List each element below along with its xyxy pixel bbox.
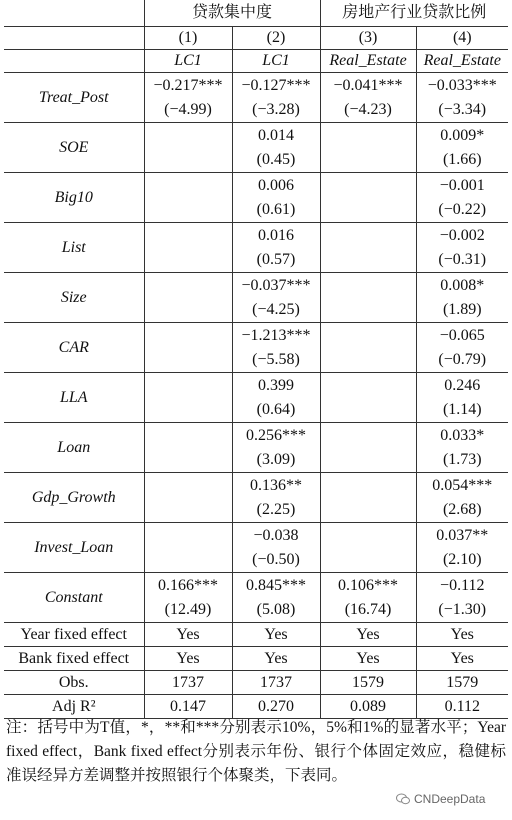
coefficient: −0.127*** bbox=[241, 76, 311, 94]
coefficient: 0.009* bbox=[440, 126, 485, 144]
t-statistic: (1.66) bbox=[442, 150, 482, 168]
variable-name: Loan bbox=[4, 423, 144, 473]
summary-label: Obs. bbox=[4, 671, 144, 695]
coef-cell bbox=[320, 473, 416, 523]
t-statistic: (−1.30) bbox=[438, 600, 487, 618]
col-dependent-var: LC1 bbox=[232, 50, 320, 73]
coefficient: 0.014 bbox=[258, 126, 294, 144]
coefficient: −0.112 bbox=[440, 576, 485, 594]
col-number: (3) bbox=[320, 27, 416, 50]
summary-row bbox=[4, 647, 508, 671]
coef-cell bbox=[144, 223, 232, 273]
col-number: (2) bbox=[232, 27, 320, 50]
variable-name: List bbox=[4, 223, 144, 273]
coef-cell bbox=[144, 323, 232, 373]
coef-cell bbox=[144, 373, 232, 423]
variable-name: Treat_Post bbox=[4, 73, 144, 123]
coef-cell bbox=[232, 573, 320, 623]
coef-cell bbox=[416, 173, 508, 223]
variable-row bbox=[4, 573, 508, 623]
t-statistic: (1.14) bbox=[442, 400, 482, 418]
coefficient: 0.006 bbox=[258, 176, 294, 194]
t-statistic: (0.61) bbox=[256, 200, 296, 218]
t-statistic: (0.57) bbox=[256, 250, 296, 268]
col-number: (1) bbox=[144, 27, 232, 50]
summary-row bbox=[4, 695, 508, 719]
variable-row bbox=[4, 473, 508, 523]
header-group-loan-concentration: 贷款集中度 bbox=[144, 0, 320, 27]
coef-cell bbox=[320, 323, 416, 373]
variable-name: Constant bbox=[4, 573, 144, 623]
summary-value: 0.270 bbox=[232, 695, 320, 719]
summary-label: Bank fixed effect bbox=[4, 647, 144, 671]
variable-row bbox=[4, 223, 508, 273]
t-statistic: (1.89) bbox=[442, 300, 482, 318]
coefficient: 0.106*** bbox=[338, 576, 399, 594]
coefficient: −0.033*** bbox=[427, 76, 497, 94]
coef-cell bbox=[416, 73, 508, 123]
header-blank bbox=[4, 50, 144, 73]
t-statistic: (−4.99) bbox=[164, 100, 212, 118]
coefficient: −0.037*** bbox=[241, 276, 311, 294]
header-blank bbox=[4, 0, 144, 27]
coefficient: 0.054*** bbox=[432, 476, 493, 494]
coef-cell bbox=[416, 523, 508, 573]
variable-name: LLA bbox=[4, 373, 144, 423]
t-statistic: (−0.22) bbox=[438, 200, 487, 218]
summary-value: Yes bbox=[232, 647, 320, 671]
variable-row bbox=[4, 173, 508, 223]
header-group-row bbox=[4, 0, 508, 27]
t-statistic: (3.09) bbox=[256, 450, 296, 468]
table-note: 注：括号中为T值，*，**和***分别表示10%，5%和1%的显著水平；Year fixed effect，Bank fixed effect分别表示年份、银行个体固定效应，稳健标准误经异方差调整并按照银行个体聚类，下表同。 bbox=[6, 719, 506, 784]
coefficient: 0.016 bbox=[258, 226, 294, 244]
summary-label: Adj R² bbox=[4, 695, 144, 719]
t-statistic: (2.25) bbox=[256, 500, 296, 518]
coef-cell bbox=[416, 223, 508, 273]
header-group-real-estate-ratio: 房地产行业贷款比例 bbox=[320, 0, 508, 27]
col-dependent-var: Real_Estate bbox=[416, 50, 508, 73]
t-statistic: (2.68) bbox=[442, 500, 482, 518]
summary-value: 1579 bbox=[416, 671, 508, 695]
t-statistic: (−4.23) bbox=[344, 100, 392, 118]
t-statistic: (1.73) bbox=[442, 450, 482, 468]
coef-cell bbox=[144, 173, 232, 223]
header-dependent-row bbox=[4, 50, 508, 73]
coef-cell bbox=[144, 523, 232, 573]
coef-cell bbox=[144, 73, 232, 123]
t-statistic: (2.10) bbox=[442, 550, 482, 568]
coefficient: 0.399 bbox=[258, 376, 294, 394]
header-number-row bbox=[4, 27, 508, 50]
coef-cell bbox=[320, 273, 416, 323]
variable-row bbox=[4, 423, 508, 473]
watermark-text: CNDeepData bbox=[414, 792, 486, 806]
t-statistic: (−5.58) bbox=[252, 350, 300, 368]
coef-cell bbox=[416, 573, 508, 623]
coef-cell bbox=[416, 473, 508, 523]
variable-row bbox=[4, 323, 508, 373]
t-statistic: (16.74) bbox=[344, 600, 392, 618]
coef-cell bbox=[416, 123, 508, 173]
t-statistic: (−4.25) bbox=[252, 300, 300, 318]
coef-cell bbox=[144, 573, 232, 623]
variable-row bbox=[4, 273, 508, 323]
coef-cell bbox=[144, 473, 232, 523]
coef-cell bbox=[416, 323, 508, 373]
coef-cell bbox=[232, 173, 320, 223]
variable-name: Invest_Loan bbox=[4, 523, 144, 573]
coef-cell bbox=[232, 323, 320, 373]
summary-value: Yes bbox=[416, 647, 508, 671]
coef-cell bbox=[416, 273, 508, 323]
summary-row bbox=[4, 671, 508, 695]
coef-cell bbox=[320, 373, 416, 423]
coef-cell bbox=[232, 123, 320, 173]
coef-cell bbox=[144, 273, 232, 323]
coefficient: −0.065 bbox=[439, 326, 485, 344]
coefficient: 0.166*** bbox=[158, 576, 218, 594]
summary-value: Yes bbox=[232, 623, 320, 647]
variable-row bbox=[4, 373, 508, 423]
t-statistic: (0.45) bbox=[256, 150, 296, 168]
wechat-icon bbox=[396, 793, 410, 805]
summary-label: Year fixed effect bbox=[4, 623, 144, 647]
summary-value: 1737 bbox=[232, 671, 320, 695]
summary-value: 1579 bbox=[320, 671, 416, 695]
summary-value: Yes bbox=[416, 623, 508, 647]
variable-row bbox=[4, 73, 508, 123]
coef-cell bbox=[144, 123, 232, 173]
coefficient: 0.037** bbox=[436, 526, 489, 544]
coef-cell bbox=[232, 423, 320, 473]
variable-name: Big10 bbox=[4, 173, 144, 223]
summary-value: Yes bbox=[320, 623, 416, 647]
coefficient: −0.041*** bbox=[333, 76, 403, 94]
coef-cell bbox=[320, 423, 416, 473]
regression-table-container bbox=[4, 0, 508, 719]
coef-cell bbox=[320, 73, 416, 123]
summary-value: 1737 bbox=[144, 671, 232, 695]
variable-name: SOE bbox=[4, 123, 144, 173]
coefficient: −1.213*** bbox=[241, 326, 311, 344]
t-statistic: (0.64) bbox=[256, 400, 296, 418]
coefficient: 0.256*** bbox=[246, 426, 306, 444]
col-dependent-var: LC1 bbox=[144, 50, 232, 73]
summary-row bbox=[4, 623, 508, 647]
coef-cell bbox=[232, 223, 320, 273]
variable-name: Size bbox=[4, 273, 144, 323]
variable-row bbox=[4, 123, 508, 173]
header-blank bbox=[4, 27, 144, 50]
variable-name: Gdp_Growth bbox=[4, 473, 144, 523]
coefficient: 0.246 bbox=[444, 376, 481, 394]
summary-value: Yes bbox=[320, 647, 416, 671]
coef-cell bbox=[320, 573, 416, 623]
coefficient: −0.038 bbox=[253, 526, 299, 544]
coef-cell bbox=[320, 173, 416, 223]
t-statistic: (−3.34) bbox=[438, 100, 487, 118]
coef-cell bbox=[232, 373, 320, 423]
coef-cell bbox=[232, 473, 320, 523]
coefficient: 0.845*** bbox=[246, 576, 306, 594]
coefficient: −0.002 bbox=[439, 226, 485, 244]
coefficient: −0.001 bbox=[439, 176, 485, 194]
coef-cell bbox=[416, 373, 508, 423]
variable-name: CAR bbox=[4, 323, 144, 373]
t-statistic: (5.08) bbox=[256, 600, 296, 618]
col-number: (4) bbox=[416, 27, 508, 50]
watermark bbox=[396, 792, 485, 806]
coef-cell bbox=[320, 523, 416, 573]
coefficient: 0.008* bbox=[440, 276, 485, 294]
regression-table bbox=[4, 0, 508, 719]
variable-row bbox=[4, 523, 508, 573]
summary-value: 0.112 bbox=[416, 695, 508, 719]
t-statistic: (12.49) bbox=[164, 600, 212, 618]
coef-cell bbox=[232, 523, 320, 573]
t-statistic: (−0.79) bbox=[438, 350, 487, 368]
coef-cell bbox=[232, 73, 320, 123]
coef-cell bbox=[320, 123, 416, 173]
col-dependent-var: Real_Estate bbox=[320, 50, 416, 73]
coef-cell bbox=[320, 223, 416, 273]
summary-value: Yes bbox=[144, 623, 232, 647]
summary-value: Yes bbox=[144, 647, 232, 671]
coefficient: −0.217*** bbox=[153, 76, 223, 94]
coefficient: 0.033* bbox=[440, 426, 485, 444]
coefficient: 0.136** bbox=[250, 476, 302, 494]
coef-cell bbox=[232, 273, 320, 323]
coef-cell bbox=[144, 423, 232, 473]
t-statistic: (−0.31) bbox=[438, 250, 487, 268]
summary-value: 0.147 bbox=[144, 695, 232, 719]
summary-value: 0.089 bbox=[320, 695, 416, 719]
t-statistic: (−3.28) bbox=[252, 100, 300, 118]
t-statistic: (−0.50) bbox=[252, 550, 300, 568]
coef-cell bbox=[416, 423, 508, 473]
